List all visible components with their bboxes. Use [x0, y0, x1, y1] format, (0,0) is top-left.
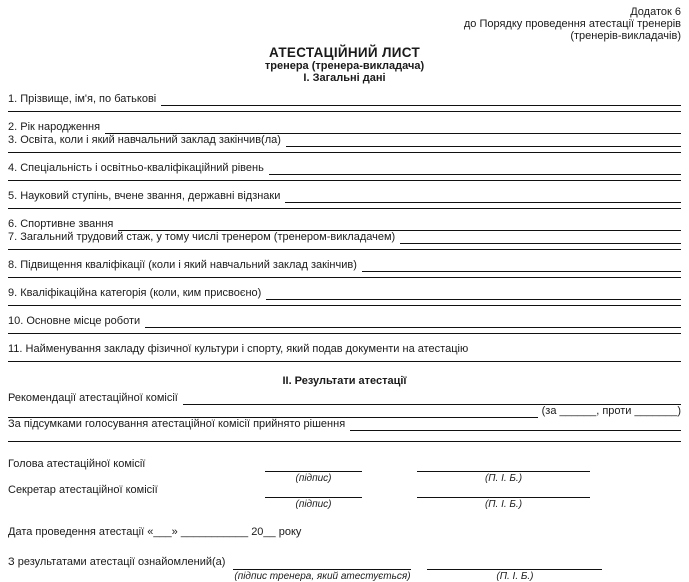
form-item-label: 1. Прізвище, ім'я, по батькові — [8, 93, 157, 105]
name-caption: (П. І. Б.) — [496, 571, 534, 582]
form-item-row-6 — [8, 218, 681, 231]
trainer-signature-caption: (підпис тренера, який атестується) — [234, 571, 411, 582]
signature-line — [265, 484, 362, 498]
form-item-label: 11. Найменування закладу фізичної культури і спорту, який подав документи на атестацію — [8, 343, 469, 355]
secretary-name-column — [417, 484, 590, 510]
form-item-label: 7. Загальний трудовий стаж, у тому числі тренером (тренером-викладачем) — [8, 231, 396, 243]
fill-in-line — [161, 93, 681, 106]
form-item-row-4 — [8, 162, 681, 175]
name-caption: (П. І. Б.) — [484, 499, 523, 510]
chairman-signature-column — [265, 458, 362, 484]
form-item-label: 5. Науковий ступінь, вчене звання, державні відзнаки — [8, 190, 281, 202]
fill-in-line — [400, 231, 681, 244]
form-item-label: 3. Освіта, коли і який навчальний заклад закінчив(ла) — [8, 134, 281, 146]
name-line — [417, 458, 590, 472]
signature-line — [233, 556, 411, 570]
annex-line-3: (тренерів-викладачів) — [570, 30, 681, 42]
annex-note — [8, 6, 681, 42]
votes-tally-text: (за ______, проти _______) — [541, 405, 681, 417]
fill-in-line — [118, 218, 681, 231]
fill-in-line — [285, 190, 681, 203]
continuation-line — [8, 147, 681, 153]
fill-in-line — [350, 418, 681, 431]
attestation-date-line: Дата проведення атестації «___» ___________ 20__ року — [8, 526, 302, 538]
document-subtitle: тренера (тренера-викладача) — [264, 60, 425, 72]
annex-line-1: Додаток 6 — [630, 6, 681, 18]
name-caption: (П. І. Б.) — [484, 473, 523, 484]
form-item-row-10 — [8, 315, 681, 328]
form-item-row-2 — [8, 121, 681, 134]
chairman-signature-row — [8, 458, 681, 484]
secretary-signature-column — [265, 484, 362, 510]
form-item-row-8 — [8, 259, 681, 272]
name-line — [417, 484, 590, 498]
continuation-line — [8, 244, 681, 250]
secretary-label: Секретар атестаційної комісії — [8, 484, 158, 496]
section-2-heading: ІІ. Результати атестації — [282, 375, 407, 387]
form-item-row-9 — [8, 287, 681, 300]
form-item-row-11 — [8, 343, 681, 356]
acknowledgement-label: З результатами атестації ознайомлений(а) — [8, 556, 226, 568]
continuation-line — [8, 272, 681, 278]
votes-row — [8, 405, 681, 418]
trainer-name-column — [427, 556, 602, 582]
form-item-label: 9. Кваліфікаційна категорія (коли, ким присвоєно) — [8, 287, 262, 299]
secretary-signature-row — [8, 484, 681, 510]
continuation-line — [8, 431, 681, 442]
decision-row — [8, 418, 681, 431]
fill-in-line — [266, 287, 681, 300]
chairman-label: Голова атестаційної комісії — [8, 458, 146, 470]
section-1-heading: І. Загальні дані — [303, 72, 386, 84]
fill-in-line — [183, 392, 681, 405]
annex-line-2: до Порядку проведення атестації тренерів — [463, 18, 681, 30]
continuation-line — [8, 175, 681, 181]
form-item-row-3 — [8, 134, 681, 147]
continuation-line — [8, 328, 681, 334]
chairman-name-column — [417, 458, 590, 484]
fill-in-line — [269, 162, 681, 175]
fill-in-line — [105, 121, 681, 134]
form-item-label: 2. Рік народження — [8, 121, 101, 133]
form-item-label: 4. Спеціальність і освітньо-кваліфікаційний рівень — [8, 162, 264, 174]
continuation-line — [8, 203, 681, 209]
fill-in-line — [286, 134, 681, 147]
recommendations-row — [8, 392, 681, 405]
continuation-line — [8, 356, 681, 362]
fill-in-line — [362, 259, 681, 272]
form-item-row-5 — [8, 190, 681, 203]
signature-caption: (підпис) — [295, 499, 332, 510]
form-item-row-1 — [8, 93, 681, 106]
fill-in-line — [145, 315, 681, 328]
continuation-line — [8, 106, 681, 112]
trainer-signature-column — [233, 556, 411, 582]
name-line — [427, 556, 602, 570]
form-item-label: 6. Спортивне звання — [8, 218, 114, 230]
signature-line — [265, 458, 362, 472]
decision-label: За підсумками голосування атестаційної комісії прийнято рішення — [8, 418, 346, 430]
fill-in-line — [8, 405, 538, 418]
acknowledgement-row — [8, 556, 681, 582]
signature-caption: (підпис) — [295, 473, 332, 484]
recommendations-label: Рекомендації атестаційної комісії — [8, 392, 178, 404]
continuation-line — [8, 300, 681, 306]
form-item-label: 8. Підвищення кваліфікації (коли і який навчальний заклад закінчив) — [8, 259, 357, 271]
form-item-label: 10. Основне місце роботи — [8, 315, 141, 327]
document-title: АТЕСТАЦІЙНИЙ ЛИСТ — [268, 45, 421, 60]
form-item-row-7 — [8, 231, 681, 244]
